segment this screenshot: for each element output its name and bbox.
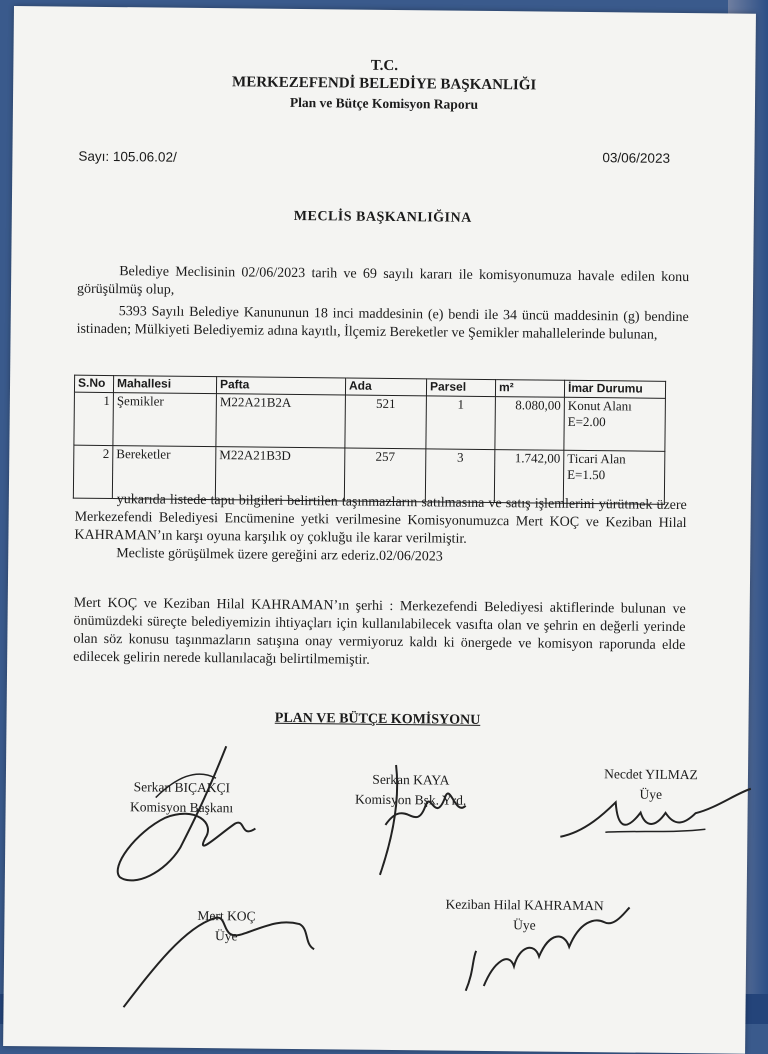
signatory-role: Komisyon Başkanı bbox=[129, 799, 234, 816]
column-header: Ada bbox=[345, 378, 426, 396]
cell-mahalle: Bereketler bbox=[112, 446, 216, 500]
document-date: 03/06/2023 bbox=[602, 150, 671, 166]
paragraph-intro: Belediye Meclisinin 02/06/2023 tarih ve 69 sayılı kararı ile komisyonumuza havale edilen konu görüşülmüş olup, bbox=[76, 264, 690, 298]
cell-parsel: 1 bbox=[426, 396, 496, 450]
cell-mahalle: Şemikler bbox=[113, 393, 217, 447]
addressee: MECLİS BAŞKANLIĞINA bbox=[293, 208, 472, 226]
imar-type: Ticari Alan bbox=[567, 450, 626, 467]
cell-sno: 2 bbox=[73, 445, 113, 498]
cell-sno: 1 bbox=[74, 392, 114, 445]
cell-pafta: M22A21B2A bbox=[216, 394, 346, 448]
committee-title: PLAN VE BÜTÇE KOMİSYONU bbox=[274, 710, 481, 728]
decision-text: yukarıda listede tapu bilgileri belirtilen taşınmazların satılmasına ve satış işlemlerini yürütmek üzere Merkezefendi Belediyesi Encümenine yetki verilmesine Komisyonumuzca Mert KOÇ ve Keziban Hilal KAHRAMAN’ın karşı oyuna karşılık oy çokluğu ile karar verilmiştir. bbox=[74, 492, 687, 547]
signatory-name: Serkan BIÇAKÇI bbox=[133, 779, 231, 796]
cell-pafta: M22A21B3D bbox=[215, 447, 345, 501]
imar-coefficient: E=2.00 bbox=[567, 413, 606, 430]
signatory-role: Üye bbox=[214, 928, 238, 944]
cell-imar bbox=[564, 397, 666, 451]
table-row bbox=[74, 392, 666, 451]
signatory-name: Serkan KAYA bbox=[372, 771, 450, 788]
signatory-name: Mert KOÇ bbox=[197, 907, 256, 924]
signature-chair bbox=[95, 737, 277, 899]
column-header: İmar Durumu bbox=[564, 380, 665, 398]
signature-member-yilmaz bbox=[545, 782, 756, 854]
cell-ada: 521 bbox=[345, 395, 427, 449]
cell-m2: 8.080,00 bbox=[495, 397, 565, 451]
reference-number: Sayı: 105.06.02/ bbox=[78, 148, 177, 165]
paragraph-decision bbox=[74, 491, 687, 569]
signatory-role: Komisyon Bşk. Yrd. bbox=[354, 791, 467, 808]
paragraph-legal-basis: 5393 Sayılı Belediye Kanununun 18 inci maddesinin (e) bendi ile 34 üncü maddesinin (g) bendine istinaden; Mülkiyeti Belediyemiz adına kayıtlı, İlçemiz Bereketler ve Şemikler mahallelerinde bulunan, bbox=[76, 304, 689, 343]
column-header: Parsel bbox=[426, 379, 495, 397]
imar-coefficient: E=1.50 bbox=[567, 466, 606, 483]
paragraph-dissent: Mert KOÇ ve Keziban Hilal KAHRAMAN’ın şerhi : Merkezefendi Belediyesi aktiflerinde bulunan ve önümüzdeki süreçte belediyemizin ihtiyaçları için kullanılabilecek vasıfta olan ve şehrin en değerli yerinde olan söz konusu taşınmazların satışına onay vermiyoruz kaldı ki önergede ve komisyon raporunda elde edilecek gelirin nerede kullanılacağı belirtilmemiştir. bbox=[73, 595, 686, 668]
header-report-title: Plan ve Bütçe Komisyon Raporu bbox=[289, 94, 479, 112]
signatory-role: Üye bbox=[639, 786, 663, 802]
column-header: Mahallesi bbox=[113, 376, 216, 394]
signature-member-kahraman bbox=[454, 891, 635, 1003]
signature-member-koc bbox=[103, 887, 324, 1019]
cell-parsel: 3 bbox=[425, 449, 495, 503]
column-header: m² bbox=[495, 380, 564, 398]
signature-vice-chair bbox=[355, 755, 476, 886]
cell-m2: 1.742,00 bbox=[494, 450, 564, 504]
column-header: S.No bbox=[74, 375, 113, 392]
cell-ada: 257 bbox=[344, 448, 426, 502]
header-tc: T.C. bbox=[370, 57, 399, 75]
document-page bbox=[3, 6, 756, 1054]
parcel-table bbox=[73, 375, 666, 505]
signatory-name: Necdet YILMAZ bbox=[604, 766, 698, 783]
signatory-name: Keziban Hilal KAHRAMAN bbox=[445, 896, 604, 914]
imar-type: Konut Alanı bbox=[567, 397, 632, 414]
column-header: Pafta bbox=[216, 377, 345, 395]
header-municipality: MERKEZEFENDİ BELEDİYE BAŞKANLIĞI bbox=[232, 74, 537, 94]
signatory-role: Üye bbox=[513, 917, 536, 933]
submission-text: Mecliste görüşülmek üzere gereğini arz ederiz.02/06/2023 bbox=[116, 546, 443, 565]
